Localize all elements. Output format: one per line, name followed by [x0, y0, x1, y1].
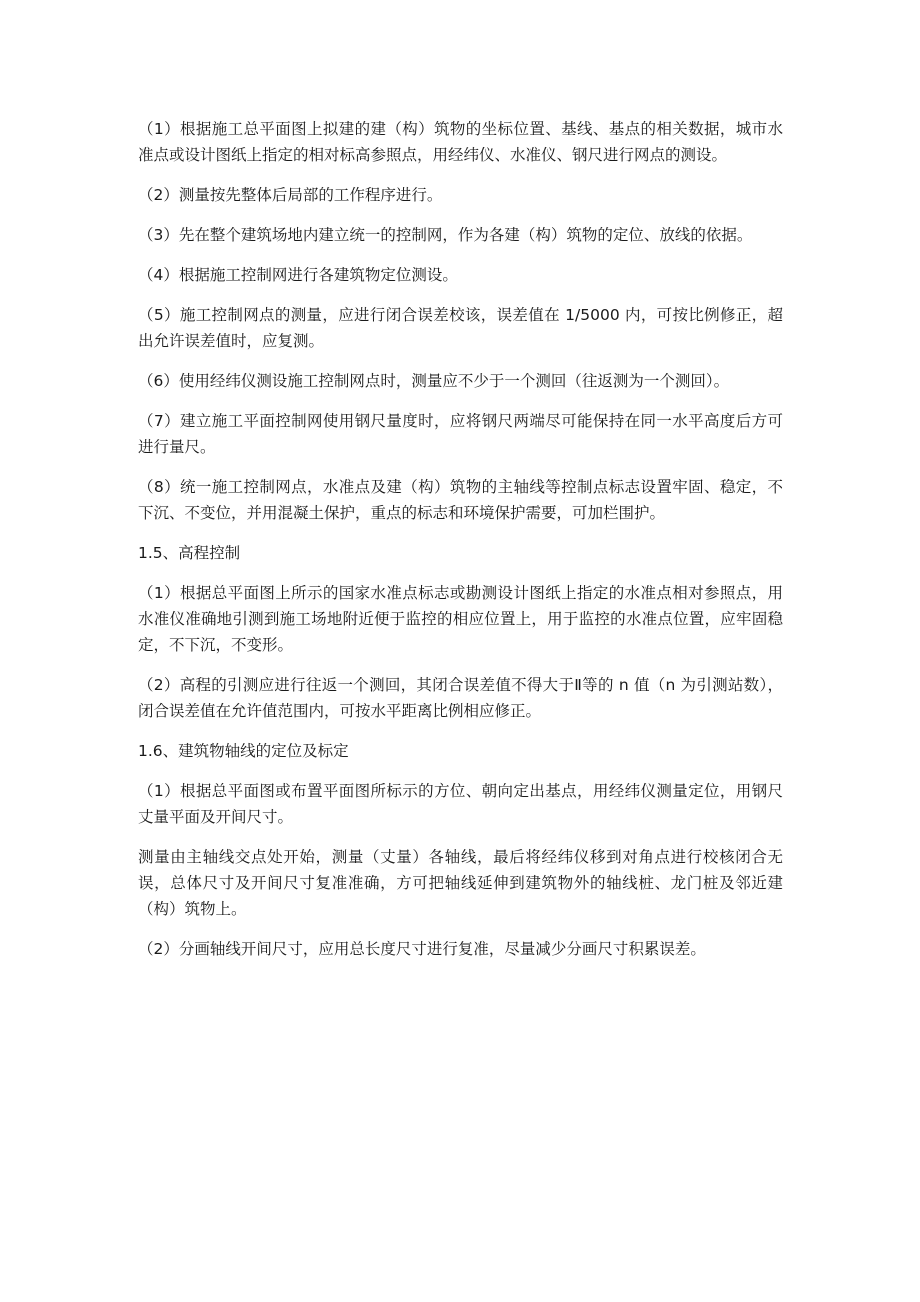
- paragraph-plan-survey-8: （8）统一施工控制网点，水准点及建（构）筑物的主轴线等控制点标志设置牢固、稳定，不下沉、不变位，并用混凝土保护，重点的标志和环境保护需要，可加栏围护。: [138, 478, 783, 522]
- paragraph-plan-survey-7: （7）建立施工平面控制网使用钢尺量度时，应将钢尺两端尽可能保持在同一水平高度后方可进行量尺。: [138, 412, 783, 456]
- document-page: [138, 116, 783, 976]
- paragraph-plan-survey-1: （1）根据施工总平面图上拟建的建（构）筑物的坐标位置、基线、基点的相关数据，城市水准点或设计图纸上指定的相对标高参照点，用经纬仪、水准仪、钢尺进行网点的测设。: [138, 120, 783, 164]
- paragraph-plan-survey-6: （6）使用经纬仪测设施工控制网点时，测量应不少于一个测回（往返测为一个测回）。: [138, 372, 730, 390]
- section-heading-axis-positioning: 1.6、建筑物轴线的定位及标定: [138, 742, 349, 760]
- paragraph-plan-survey-2: （2）测量按先整体后局部的工作程序进行。: [138, 186, 443, 204]
- paragraph-plan-survey-5: （5）施工控制网点的测量，应进行闭合误差校该，误差值在 1/5000 内，可按比例修正，超出允许误差值时，应复测。: [138, 306, 783, 350]
- paragraph-elevation-1: （1）根据总平面图上所示的国家水准点标志或勘测设计图纸上指定的水准点相对参照点，用水准仪准确地引测到施工场地附近便于监控的相应位置上，用于监控的水准点位置，应牢固稳定，不下沉，不变形。: [138, 584, 783, 654]
- paragraph-axis-measurement: 测量由主轴线交点处开始，测量（丈量）各轴线，最后将经纬仪移到对角点进行校核闭合无误，总体尺寸及开间尺寸复准准确，方可把轴线延伸到建筑物外的轴线桩、龙门桩及邻近建（构）筑物上。: [138, 848, 783, 918]
- paragraph-plan-survey-3: （3）先在整个建筑场地内建立统一的控制网，作为各建（构）筑物的定位、放线的依据。: [138, 226, 753, 244]
- section-heading-elevation-control: 1.5、高程控制: [138, 544, 241, 562]
- paragraph-axis-2: （2）分画轴线开间尺寸，应用总长度尺寸进行复准，尽量减少分画尺寸积累误差。: [138, 940, 706, 958]
- paragraph-elevation-2: （2）高程的引测应进行往返一个测回，其闭合误差值不得大于Ⅱ等的 n 值（n 为引测站数），闭合误差值在允许值范围内，可按水平距离比例相应修正。: [138, 676, 783, 720]
- paragraph-axis-1: （1）根据总平面图或布置平面图所标示的方位、朝向定出基点，用经纬仪测量定位，用钢尺丈量平面及开间尺寸。: [138, 782, 783, 826]
- paragraph-plan-survey-4: （4）根据施工控制网进行各建筑物定位测设。: [138, 266, 458, 284]
